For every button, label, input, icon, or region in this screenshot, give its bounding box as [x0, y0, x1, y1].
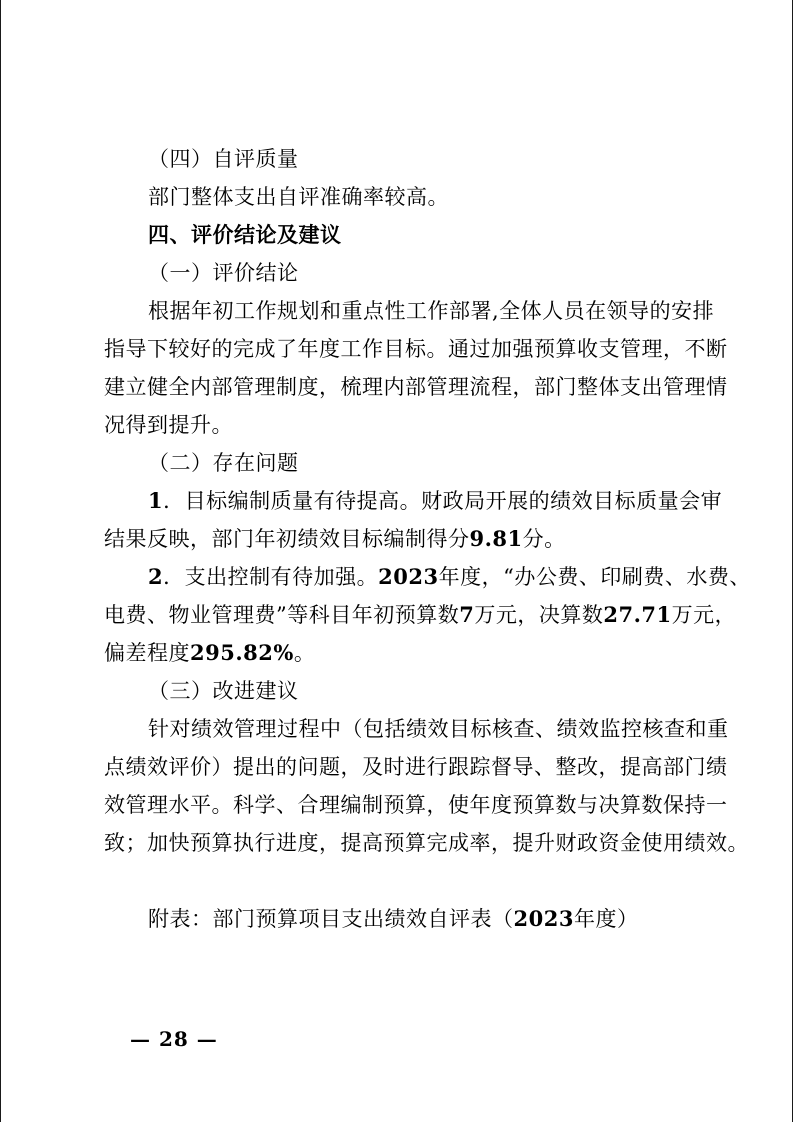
paragraph-line: 况得到提升。: [104, 413, 233, 437]
paragraph-line: 指导下较好的完成了年度工作目标。通过加强预算收支管理，不断: [104, 337, 728, 361]
issue-text: 分。: [522, 527, 566, 551]
section-heading-conclusion: 四、评价结论及建议: [148, 222, 342, 247]
issue-item-1-line1: [104, 482, 723, 520]
paragraph-line: 效管理水平。科学、合理编制预算，使年度预算数与决算数保持一: [104, 793, 728, 817]
deviation-rate: 295.82%: [190, 640, 294, 665]
issue-text: 万元，: [671, 603, 737, 627]
score-value: 9.81: [469, 526, 523, 551]
issue-item-2: [104, 558, 751, 672]
subsection-heading-self-eval-quality: （四）自评质量: [148, 147, 299, 171]
issue-item-2-line3: [104, 634, 696, 672]
issue-text: ．支出控制有待加强。: [163, 565, 379, 589]
issue-number: 1: [148, 488, 164, 513]
paragraph-conclusion: [104, 292, 728, 444]
issue-text: ．目标编制质量有待提高。财政局开展的绩效目标质量会审: [163, 489, 723, 513]
issue-item-1: [104, 482, 723, 558]
paragraph-suggestions: [104, 710, 749, 862]
year-value: 2023: [378, 564, 439, 589]
issue-text: 偏差程度: [104, 641, 190, 665]
paragraph-line: 点绩效评价）提出的问题，及时进行跟踪督导、整改，提高部门绩: [104, 755, 728, 779]
annex-text: 附表：部门预算项目支出绩效自评表（: [148, 907, 514, 931]
document-body: [104, 140, 751, 938]
issue-text: 。: [293, 641, 316, 665]
issue-text: 结果反映，部门年初绩效目标编制得分: [104, 527, 470, 551]
subsection-heading-issues: （二）存在问题: [148, 451, 299, 475]
issue-text: 年度，“办公费、印刷费、水费、: [438, 565, 751, 589]
paragraph-line: 根据年初工作规划和重点性工作部署,全体人员在领导的安排: [148, 299, 715, 323]
issue-item-2-line2: [104, 596, 737, 634]
budget-value: 7: [459, 602, 475, 627]
page-border-left: [0, 0, 1, 1122]
issue-number: 2: [148, 564, 164, 589]
subsection-heading-conclusion: （一）评价结论: [148, 261, 299, 285]
paragraph-self-eval-quality: 部门整体支出自评准确率较高。: [148, 185, 449, 209]
final-value: 27.71: [603, 602, 672, 627]
annex-note: [104, 900, 696, 938]
annex-year: 2023: [513, 906, 574, 931]
issue-text: 万元，决算数: [474, 603, 604, 627]
subsection-heading-suggestions: （三）改进建议: [148, 679, 299, 703]
paragraph-line: 针对绩效管理过程中（包括绩效目标核查、绩效监控核查和重: [148, 717, 729, 741]
page-number: — 28 —: [130, 1027, 218, 1051]
paragraph-line: 建立健全内部管理制度，梳理内部管理流程，部门整体支出管理情: [104, 375, 728, 399]
paragraph-line: 致；加快预算执行进度，提高预算完成率，提升财政资金使用绩效。: [104, 831, 749, 855]
issue-item-2-line1: [104, 558, 751, 596]
issue-text: 电费、物业管理费”等科目年初预算数: [104, 603, 460, 627]
issue-item-1-line2: [104, 520, 696, 558]
annex-text: 年度）: [573, 907, 639, 931]
